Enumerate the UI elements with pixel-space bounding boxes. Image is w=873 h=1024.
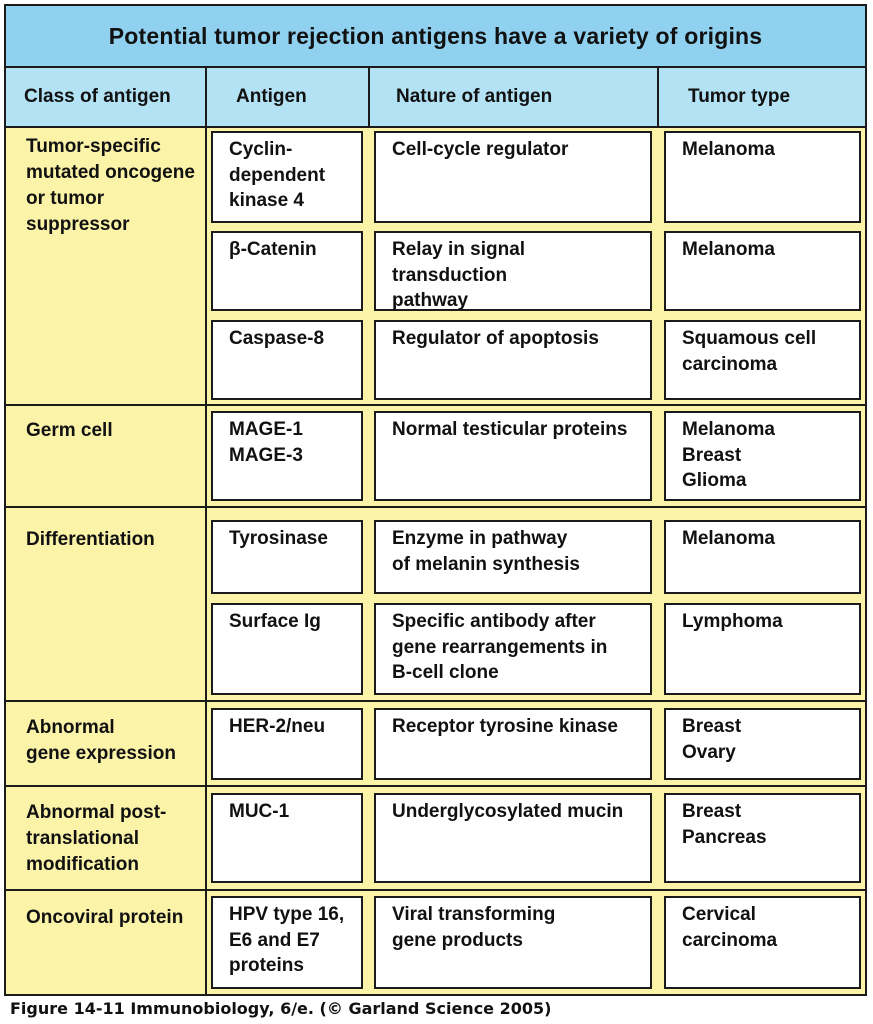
- nature-cell: Normal testicular proteins: [374, 411, 652, 501]
- group-divider: [6, 700, 865, 702]
- class-label-oncoviral-protein: Oncoviral protein: [26, 907, 184, 928]
- antigen-cell: Caspase-8: [211, 320, 363, 400]
- group-divider: [6, 404, 865, 406]
- class-label-tumor-specific: Tumor-specific mutated oncogene or tumor suppressor: [26, 136, 195, 235]
- group-divider: [6, 889, 865, 891]
- nature-cell: Enzyme in pathway of melanin synthesis: [374, 520, 652, 594]
- antigen-cell: MAGE-1 MAGE-3: [211, 411, 363, 501]
- class-label-differentiation: Differentiation: [26, 529, 155, 550]
- header-antigen: Antigen: [236, 86, 307, 107]
- header-nature-of-antigen: Nature of antigen: [396, 86, 553, 107]
- header-row: [6, 68, 865, 128]
- nature-cell: Relay in signal transduction pathway: [374, 231, 652, 311]
- group-divider: [6, 785, 865, 787]
- class-label-abnormal-gene-expression: Abnormal gene expression: [26, 717, 176, 764]
- tumor-type-cell: Breast Pancreas: [664, 793, 861, 883]
- tumor-type-cell: Lymphoma: [664, 603, 861, 695]
- beta-symbol: β-Catenin: [229, 239, 317, 260]
- tumor-type-cell: Melanoma: [664, 231, 861, 311]
- nature-cell: Cell-cycle regulator: [374, 131, 652, 223]
- antigen-cell: HER-2/neu: [211, 708, 363, 780]
- antigen-cell: MUC-1: [211, 793, 363, 883]
- nature-cell: Specific antibody after gene rearrangements in B-cell clone: [374, 603, 652, 695]
- tumor-type-cell: Melanoma: [664, 131, 861, 223]
- group-divider: [6, 506, 865, 508]
- figure-caption: Figure 14-11 Immunobiology, 6/e. (© Garland Science 2005): [10, 999, 552, 1018]
- header-class-of-antigen: Class of antigen: [24, 86, 171, 107]
- tumor-type-cell: Squamous cell carcinoma: [664, 320, 861, 400]
- antigen-cell: HPV type 16, E6 and E7 proteins: [211, 896, 363, 989]
- antigen-cell: Surface Ig: [211, 603, 363, 695]
- column-divider: [368, 68, 370, 126]
- tumor-type-cell: Melanoma: [664, 520, 861, 594]
- column-divider: [657, 68, 659, 126]
- table-title: Potential tumor rejection antigens have a variety of origins: [6, 6, 865, 68]
- antigen-cell: Cyclin- dependent kinase 4: [211, 131, 363, 223]
- antigen-cell: Tyrosinase: [211, 520, 363, 594]
- table-frame: [4, 4, 867, 996]
- class-label-abnormal-post-translational: Abnormal post- translational modification: [26, 802, 167, 875]
- nature-cell: Underglycosylated mucin: [374, 793, 652, 883]
- nature-cell: Regulator of apoptosis: [374, 320, 652, 400]
- antigen-cell: [211, 231, 363, 311]
- nature-cell: Receptor tyrosine kinase: [374, 708, 652, 780]
- header-tumor-type: Tumor type: [688, 86, 791, 107]
- nature-cell: Viral transforming gene products: [374, 896, 652, 989]
- tumor-type-cell: Cervical carcinoma: [664, 896, 861, 989]
- tumor-type-cell: Melanoma Breast Glioma: [664, 411, 861, 501]
- tumor-type-cell: Breast Ovary: [664, 708, 861, 780]
- class-label-germ-cell: Germ cell: [26, 420, 113, 441]
